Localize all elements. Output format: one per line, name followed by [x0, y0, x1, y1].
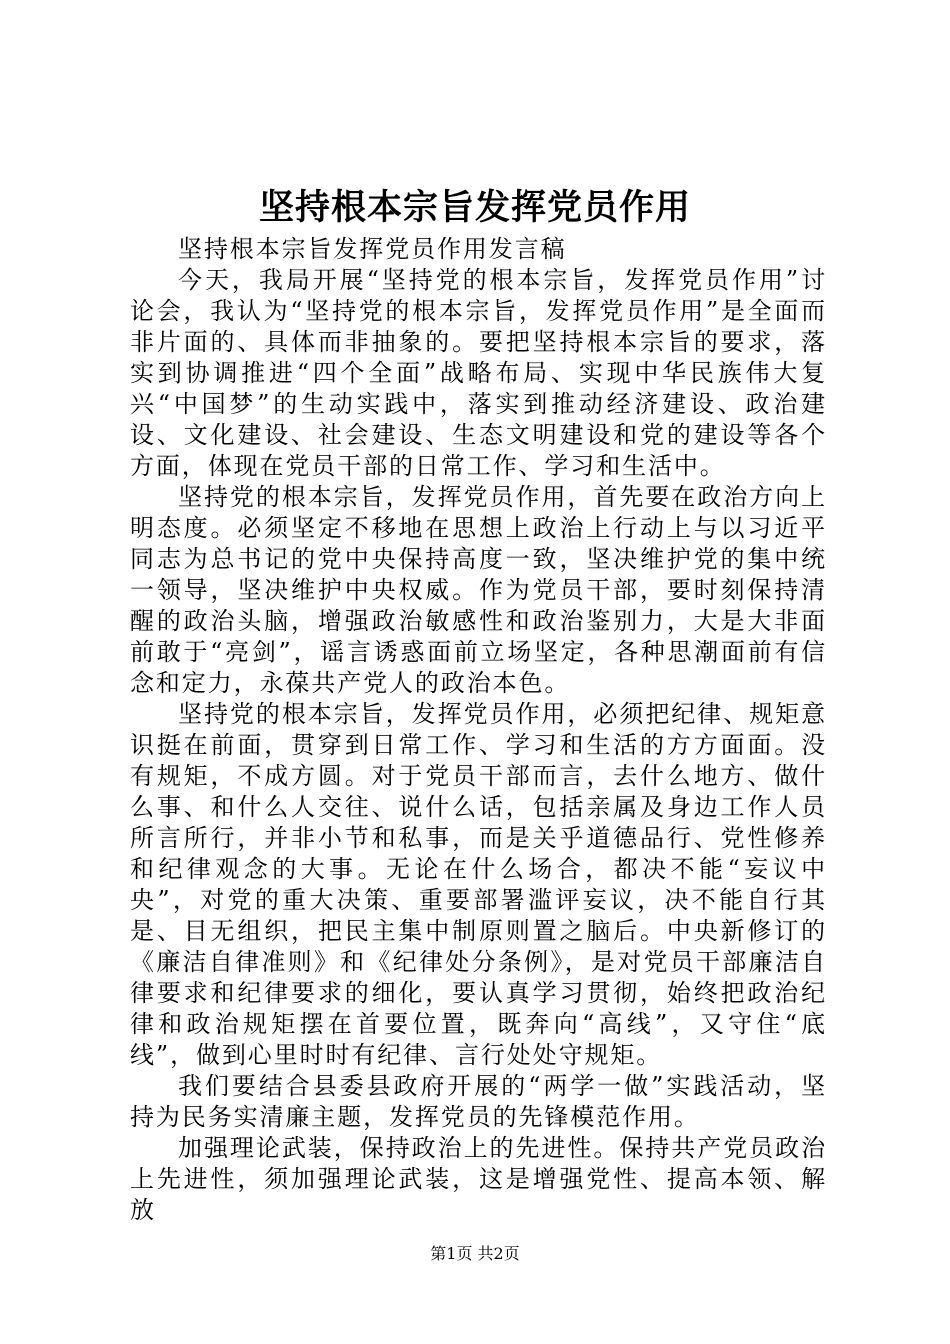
document-title: 坚持根本宗旨发挥党员作用	[258, 187, 691, 228]
subtitle-paragraph: 坚持根本宗旨发挥党员作用发言稿	[178, 235, 567, 263]
body-paragraph: 今天，我局开展“坚持党的根本宗旨，发挥党员作用”讨论会，我认为“坚持党的根本宗旨，发挥党员作用”是全面而非片面的、具体而非抽象的。要把坚持根本宗旨的要求，落实到协调推进“四个全面”战略布局、实现中华民族伟大复兴“中国梦”的生动实践中，落实到推动经济建设、政治建设、文化建设、社会建设、生态文明建设和党的建设等各个方面，体现在党员干部的日常工作、学习和生活中。	[130, 266, 827, 480]
body-paragraph: 加强理论武装，保持政治上的先进性。保持共产党员政治上先进性，须加强理论武装，这是增强党性、提高本领、解放	[130, 1134, 827, 1224]
body-paragraph: 坚持党的根本宗旨，发挥党员作用，必须把纪律、规矩意识挺在前面，贯穿到日常工作、学习和生活的方方面面。没有规矩，不成方圆。对于党员干部而言，去什么地方、做什么事、和什么人交往、说什么话，包括亲属及身边工作人员所言所行，并非小节和私事，而是关乎道德品行、党性修养和纪律观念的大事。无论在什么场合，都决不能“妄议中央”，对党的重大决策、重要部署滥评妄议，决不能自行其是、目无组织，把民主集中制原则置之脑后。中央新修订的《廉洁自律准则》和《纪律处分条例》，是对党员干部廉洁自律要求和纪律要求的细化，要认真学习贯彻，始终把政治纪律和政治规矩摆在首要位置，既奔向“高线”，又守住“底线”，做到心里时时有纪律、言行处处守规矩。	[130, 700, 827, 1069]
page-footer: 第1页 共2页	[430, 1244, 520, 1263]
document-body	[130, 234, 827, 1226]
body-paragraph: 坚持党的根本宗旨，发挥党员作用，首先要在政治方向上明态度。必须坚定不移地在思想上政治上行动上与以习近平同志为总书记的党中央保持高度一致，坚决维护党的集中统一领导，坚决维护中央权威。作为党员干部，要时刻保持清醒的政治头脑，增强政治敏感性和政治鉴别力，大是大非面前敢于“亮剑”，谣言诱惑面前立场坚定，各种思潮面前有信念和定力，永葆共产党人的政治本色。	[130, 483, 827, 697]
body-paragraph: 我们要结合县委县政府开展的“两学一做”实践活动，坚持为民务实清廉主题，发挥党员的先锋模范作用。	[130, 1072, 827, 1131]
